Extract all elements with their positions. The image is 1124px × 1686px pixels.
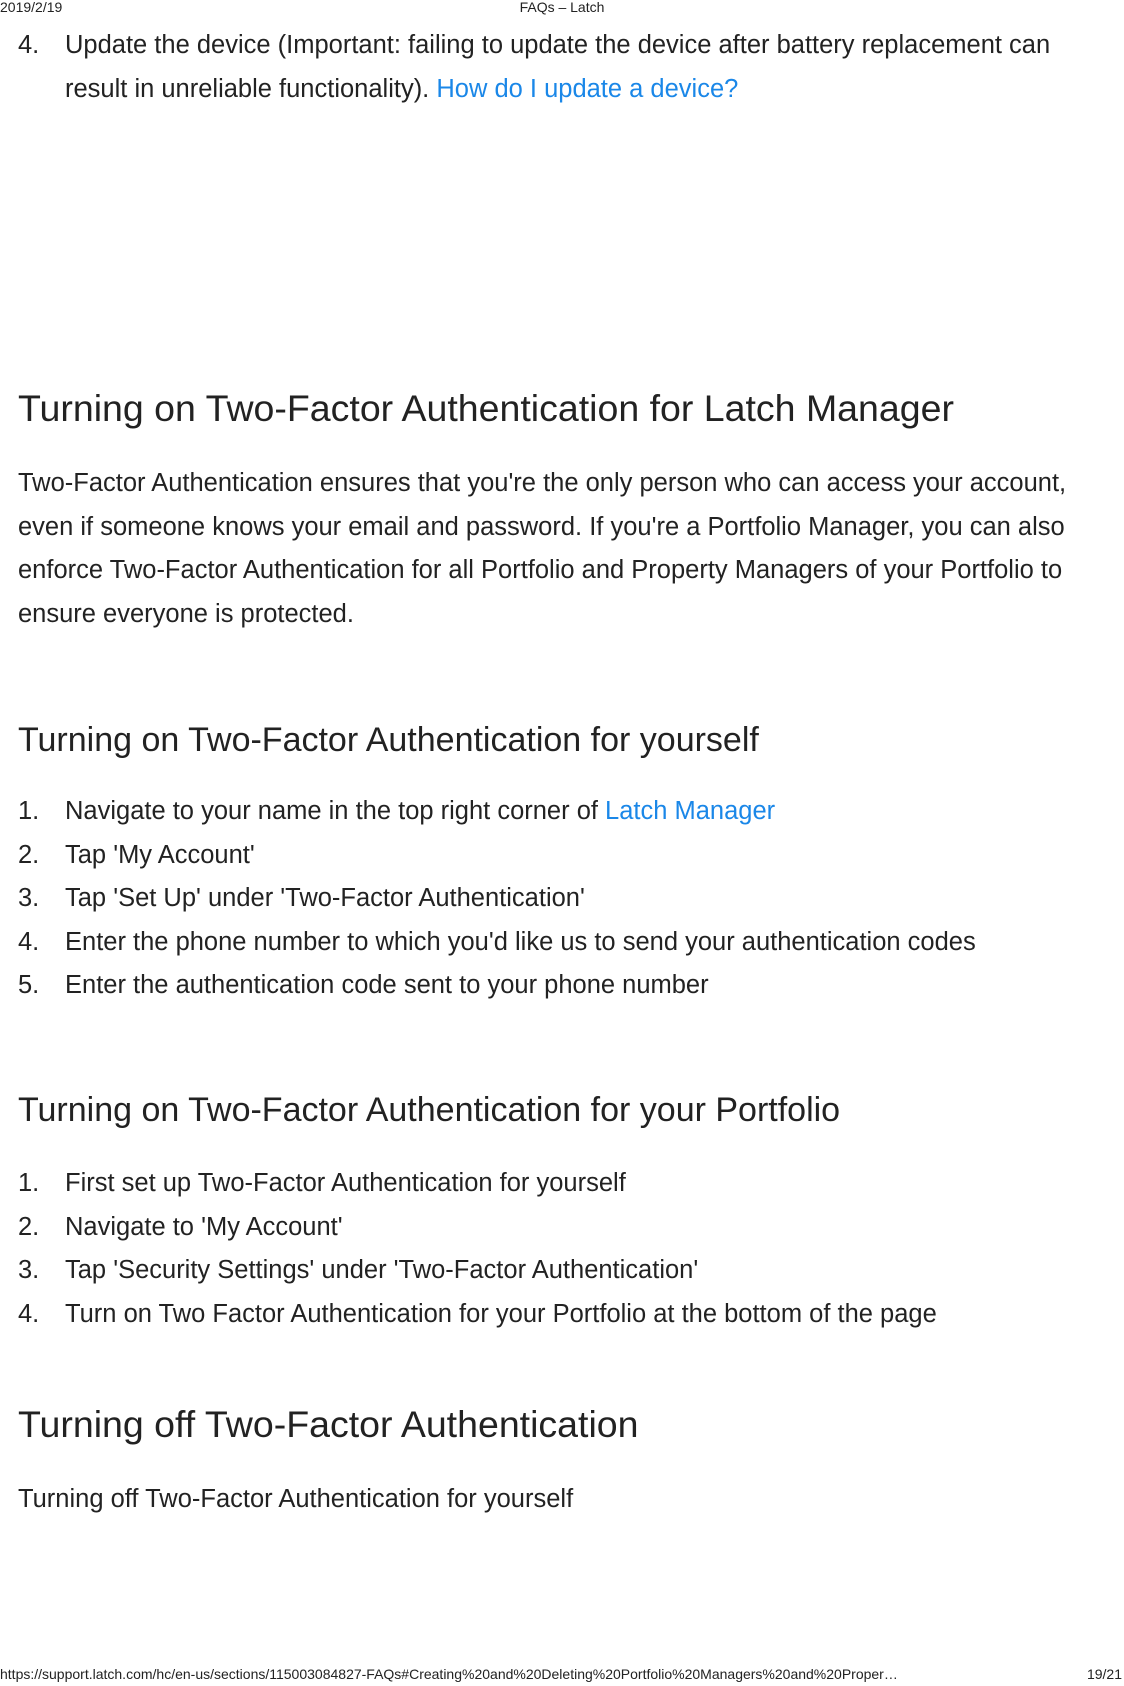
step-number: 3. xyxy=(18,1256,40,1284)
section-title-off: Turning off Two-Factor Authentication xyxy=(18,1403,639,1445)
article-title: Turning on Two-Factor Authentication for Latch Manager xyxy=(18,387,954,429)
step-text: Enter the authentication code sent to your phone number xyxy=(65,971,709,999)
update-device-link[interactable]: How do I update a device? xyxy=(436,74,739,103)
step-text: Tap 'Security Settings' under 'Two-Factor Authentication' xyxy=(65,1256,699,1284)
step-number: 5. xyxy=(18,971,40,999)
latch-manager-link[interactable]: Latch Manager xyxy=(605,797,776,825)
step-text: First set up Two-Factor Authentication for yourself xyxy=(65,1169,626,1197)
print-footer xyxy=(0,1662,1124,1686)
list-item xyxy=(18,24,1108,111)
list-item xyxy=(18,921,1108,965)
section-subtitle-off: Turning off Two-Factor Authentication for yourself xyxy=(18,1485,574,1513)
step-number: 4. xyxy=(18,1299,40,1328)
list-item xyxy=(18,964,1108,1008)
print-page-title: FAQs – Latch xyxy=(519,0,605,15)
list-item xyxy=(18,834,1108,878)
step-text: Navigate to your name in the top right corner of xyxy=(65,797,606,825)
step-number: 4. xyxy=(18,31,40,59)
list-item xyxy=(18,790,1108,834)
step-text: Update the device (Important: failing to update the device after battery replacement can result in unreliable functionality). xyxy=(65,31,1051,103)
section-title-portfolio: Turning on Two-Factor Authentication for your Portfolio xyxy=(18,1091,841,1129)
list-item xyxy=(18,1162,1108,1206)
step-text: Navigate to 'My Account' xyxy=(65,1212,343,1241)
step-number: 3. xyxy=(18,884,40,912)
steps-list-yourself xyxy=(18,790,1108,1008)
step-number: 1. xyxy=(18,797,40,825)
page-number: 19/21 xyxy=(1086,1666,1122,1682)
step-number: 4. xyxy=(18,927,40,956)
step-text: Turn on Two Factor Authentication for your Portfolio at the bottom of the page xyxy=(65,1299,937,1328)
article-intro: Two-Factor Authentication ensures that you're the only person who can access your account, even if someone knows your email and password. If you're a Portfolio Manager, you can also enforce Two-Factor Authentication for all Portfolio and Property Managers of your Portfolio to ensure everyone is protected. xyxy=(18,469,1067,628)
step-text: Tap 'Set Up' under 'Two-Factor Authentication' xyxy=(65,884,585,912)
list-item xyxy=(18,1293,1108,1337)
print-date: 2019/2/19 xyxy=(0,0,63,15)
step-number: 2. xyxy=(18,1212,40,1241)
intro-steps-list xyxy=(18,24,1108,111)
step-text: Enter the phone number to which you'd like us to send your authentication codes xyxy=(65,927,976,956)
list-item xyxy=(18,1206,1108,1250)
section-title-yourself: Turning on Two-Factor Authentication for yourself xyxy=(18,721,759,759)
print-header xyxy=(0,0,1124,18)
print-url: https://support.latch.com/hc/en-us/sections/115003084827-FAQs#Creating%20and%20Deleting%20Portfolio%20Managers%20and%20Proper… xyxy=(0,1666,898,1682)
steps-list-portfolio xyxy=(18,1162,1108,1336)
step-text: Tap 'My Account' xyxy=(65,840,255,869)
step-number: 1. xyxy=(18,1169,40,1197)
step-number: 2. xyxy=(18,840,40,869)
list-item xyxy=(18,1249,1108,1293)
list-item xyxy=(18,877,1108,921)
